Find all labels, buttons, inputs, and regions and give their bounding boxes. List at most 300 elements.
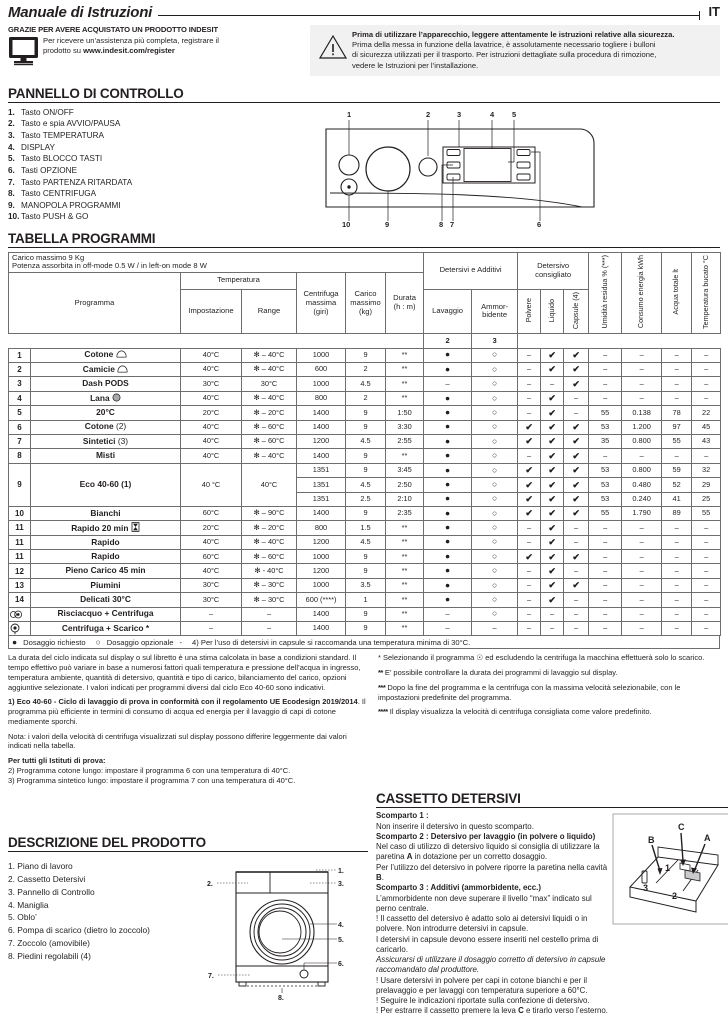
cell-ammorbidente: ○ (472, 434, 518, 448)
cp-item-6-number: 6. (8, 165, 15, 175)
cell-liquido: – (541, 377, 564, 391)
cell-liquido: – (541, 607, 564, 621)
table-row (9, 406, 721, 420)
note-eco-bold: 1) Eco 40-60 - Ciclo di lavaggio di prova in conformità con il regolamento UE Ecodesign 2019/2014 (8, 697, 358, 707)
note-asterisk-2 (378, 668, 720, 678)
cell-capsule: ✔ (564, 578, 589, 592)
cell-centrifuga: 600 (297, 362, 346, 376)
cell-lavaggio: – (424, 377, 472, 391)
cell-umidita: – (589, 377, 622, 391)
drawer-bullet-5-post: e tirarlo verso l’esterno. (523, 1006, 608, 1016)
cell-durata: ** (386, 535, 424, 549)
cell-carico: 9 (346, 607, 386, 621)
cell-ammorbidente: ○ (472, 463, 518, 477)
cell-lavaggio: ● (424, 578, 472, 592)
cell-temperatura: 45 (692, 420, 721, 434)
cell-carico: 2 (346, 391, 386, 405)
cell-impostazione: 30°C (181, 377, 242, 391)
cp-item-1-number: 1. (8, 107, 15, 117)
cell-centrifuga: 1400 (297, 607, 346, 621)
cell-impostazione: 40°C (181, 348, 242, 362)
cell-liquido: ✔ (541, 578, 564, 592)
cp-callout-2: 2 (426, 109, 431, 119)
legend-optional: Dosaggio opzionale (106, 637, 174, 647)
cell-centrifuga: 1351 (297, 492, 346, 506)
cell-consumo: 0.240 (622, 492, 662, 506)
cell-polvere: – (518, 607, 541, 621)
cp-item-5 (8, 153, 308, 165)
spin-drain-inline-icon: ☉ (476, 653, 484, 663)
program-table-section-title: TABELLA PROGRAMMI (8, 231, 720, 248)
cp-item-2 (8, 118, 308, 130)
cell-ammorbidente: ○ (472, 449, 518, 463)
cell-carico: 4.5 (346, 535, 386, 549)
cp-item-2-number: 2. (8, 119, 15, 129)
cell-liquido: ✔ (541, 521, 564, 535)
cell-capsule: ✔ (564, 463, 589, 477)
th-temperatura: Temperatura (181, 273, 297, 289)
header-body (8, 25, 720, 76)
note-3-text: Dopo la fine del programma e la centrifuga con la massima velocità selezionabile, con le impostazioni predefinite del programma. (378, 682, 681, 702)
cell-carico: 3.5 (346, 578, 386, 592)
cell-acqua: – (662, 607, 692, 621)
cell-acqua: – (662, 564, 692, 578)
cell-acqua: – (662, 348, 692, 362)
cell-liquido: ✔ (541, 478, 564, 492)
cell-consumo: – (622, 564, 662, 578)
cell-centrifuga: 600 (****) (297, 593, 346, 607)
cell-temperatura: – (692, 348, 721, 362)
warning-heading: Prima di utilizzare l’apparecchio, leggere attentamente le istruzioni relative alla sicurezza. (352, 30, 675, 39)
cell-polvere: – (518, 622, 541, 636)
washer-callout-1: 1. (338, 868, 344, 876)
cell-capsule: – (564, 406, 589, 420)
drawer-bullet-3: ! Usare detersivi in polvere per capi in cotone bianchi e per il prelavaggio e per lavaggi con temperatura superiore a 60°C. (376, 975, 588, 995)
cell-centrifuga: 1200 (297, 564, 346, 578)
cell-program-number: 8 (9, 449, 31, 463)
cell-centrifuga: 1400 (297, 449, 346, 463)
cell-consumo: 0.800 (622, 434, 662, 448)
register-url: www.indesit.com/register (83, 46, 175, 56)
th-capsule-label: Capsule (4) (570, 291, 580, 329)
cell-capsule: – (564, 622, 589, 636)
legend-empty-circle: ○ (95, 637, 101, 648)
washer-callout-6: 6. (338, 961, 344, 969)
compartment-3-text: L’ammorbidente non deve superare il livello “max” indicato sul perno centrale. (376, 893, 592, 913)
cell-durata: 3:45 (386, 463, 424, 477)
drawer-section-title: CASSETTO DETERSIVI (376, 791, 728, 808)
cell-consumo: 0.800 (622, 463, 662, 477)
cell-program-number: 11 (9, 521, 31, 535)
cp-callout-8: 8 (439, 219, 444, 227)
cell-temperatura: – (692, 535, 721, 549)
cp-callout-3: 3 (457, 109, 462, 119)
th-centrifuga (297, 273, 346, 334)
table-subheader-numbers (9, 334, 721, 348)
cell-consumo: – (622, 449, 662, 463)
th-ammorbidente-l1: Ammor- (481, 301, 509, 311)
cell-program-number (9, 622, 31, 636)
page-title: Manuale di Istruzioni (8, 4, 153, 21)
cell-impostazione: 40°C (181, 434, 242, 448)
cell-lavaggio: ● (424, 593, 472, 607)
table-row (9, 622, 721, 636)
cell-range: ✻ – 40°C (242, 348, 297, 362)
cell-range: ✻ – 30°C (242, 593, 297, 607)
note-2-mark: ** (378, 668, 383, 678)
cell-ammorbidente: ○ (472, 593, 518, 607)
table-row (9, 377, 721, 391)
cell-carico: 9 (346, 348, 386, 362)
cell-temperatura: 55 (692, 506, 721, 520)
cell-capsule: ✔ (564, 348, 589, 362)
monitor-icon (8, 36, 39, 66)
note-3-mark: *** (378, 682, 386, 692)
cell-program-number: 13 (9, 578, 31, 592)
cell-polvere: – (518, 521, 541, 535)
cell-range: ✻ – 40°C (242, 362, 297, 376)
cp-item-9-number: 9. (8, 200, 15, 210)
cell-umidita: – (589, 622, 622, 636)
th-consumo-label: Consumo energia kWh (636, 255, 646, 329)
product-parts-list (8, 860, 198, 1006)
cell-liquido: ✔ (541, 391, 564, 405)
cell-program-name: Lana (31, 391, 181, 405)
washer-callout-8: 8. (278, 995, 284, 1003)
table-row (9, 564, 721, 578)
product-item-8: 8. Piedini regolabili (4) (8, 950, 91, 961)
cell-consumo: – (622, 521, 662, 535)
cell-polvere: ✔ (518, 550, 541, 564)
cell-durata: ** (386, 607, 424, 621)
table-row (9, 434, 721, 448)
table-row (9, 578, 721, 592)
cell-umidita: – (589, 449, 622, 463)
drawer-bullet-2-italic: Assicurarsi di utilizzare il dosaggio corretto di detersivo in capsule raccomandato dal produttore. (376, 955, 606, 975)
cell-capsule: ✔ (564, 420, 589, 434)
note-asterisk-4 (378, 707, 720, 717)
cell-range: ✻ – 30°C (242, 578, 297, 592)
cell-polvere: – (518, 348, 541, 362)
cell-carico: 9 (346, 506, 386, 520)
cell-umidita: 53 (589, 478, 622, 492)
warning-triangle-icon (314, 30, 352, 60)
cell-umidita: – (589, 607, 622, 621)
compartment-1-text: Non inserire il detersivo in questo scomparto. (376, 821, 534, 831)
cell-polvere: ✔ (518, 463, 541, 477)
th-range: Range (242, 289, 297, 334)
cell-range: ✻ – 40°C (242, 535, 297, 549)
cell-range: ✻ – 40°C (242, 449, 297, 463)
control-panel-section-title: PANNELLO DI CONTROLLO (8, 86, 720, 103)
cp-item-3 (8, 130, 308, 142)
cell-acqua: – (662, 593, 692, 607)
product-item-3: 3. Pannello di Controllo (8, 886, 95, 897)
cell-impostazione: 40°C (181, 362, 242, 376)
cell-umidita: – (589, 391, 622, 405)
note-2-text: E’ possibile controllare la durata dei programmi di lavaggio sul display. (382, 668, 618, 678)
detergent-drawer-section (376, 791, 728, 1016)
cell-consumo: – (622, 578, 662, 592)
cell-capsule: ✔ (564, 492, 589, 506)
cell-impostazione: 40°C (181, 420, 242, 434)
registration-promo (8, 25, 300, 76)
cell-capsule: – (564, 521, 589, 535)
cell-acqua: – (662, 622, 692, 636)
cell-lavaggio: ● (424, 463, 472, 477)
cell-program-name: Delicati 30°C (31, 593, 181, 607)
cell-acqua: – (662, 377, 692, 391)
cp-item-1-label: Tasto ON/OFF (21, 107, 74, 117)
cell-liquido: ✔ (541, 564, 564, 578)
cell-capsule: ✔ (564, 550, 589, 564)
cell-temperatura: – (692, 377, 721, 391)
cell-ammorbidente: ○ (472, 521, 518, 535)
cell-acqua: – (662, 449, 692, 463)
cell-capsule: ✔ (564, 362, 589, 376)
cell-capsule: ✔ (564, 506, 589, 520)
compartment-2-text-3: Per l’utilizzo del detersivo in polvere riporre la paretina nella cavità (376, 862, 608, 872)
drawer-label-a: A (704, 833, 711, 844)
notes-left-column (8, 653, 378, 785)
th-centrifuga-l1: Centrifuga (303, 289, 339, 299)
cell-liquido: ✔ (541, 463, 564, 477)
cell-acqua: 59 (662, 463, 692, 477)
cell-range: ✻ – 90°C (242, 506, 297, 520)
cell-durata: 2:35 (386, 506, 424, 520)
drawer-compartment-1: 1 (665, 863, 671, 874)
cell-lavaggio: ● (424, 521, 472, 535)
cell-capsule: – (564, 564, 589, 578)
bottom-area (8, 791, 720, 1016)
cell-program-number: 12 (9, 564, 31, 578)
table-legend (8, 636, 720, 649)
cell-impostazione: 60°C (181, 506, 242, 520)
table-row (9, 348, 721, 362)
cell-ammorbidente: ○ (472, 492, 518, 506)
cell-umidita: – (589, 521, 622, 535)
cell-lavaggio: ● (424, 391, 472, 405)
cell-program-name: Camicie (31, 362, 181, 376)
cell-polvere: ✔ (518, 420, 541, 434)
language-code: IT (708, 4, 720, 19)
cell-ammorbidente: ○ (472, 377, 518, 391)
cell-durata: ** (386, 348, 424, 362)
cell-centrifuga: 1400 (297, 622, 346, 636)
drawer-bullet-4: ! Seguire le indicazioni riportate sulla confezione di detersivo. (376, 996, 590, 1006)
washer-diagram (198, 856, 368, 1006)
compartment-2-text-4: . (381, 873, 384, 882)
cell-acqua: 52 (662, 478, 692, 492)
th-durata-l1: Durata (393, 293, 416, 303)
cell-acqua: 89 (662, 506, 692, 520)
table-row (9, 550, 721, 564)
cell-umidita: – (589, 578, 622, 592)
th-durata-l2: (h : m) (393, 302, 416, 312)
th-umidita (589, 252, 622, 334)
cell-range: ✻ – 60°C (242, 420, 297, 434)
drawer-label-c: C (678, 822, 685, 833)
warning-line-1: Prima della messa in funzione della lavatrice, è assolutamente necessario togliere i bulloni (352, 40, 656, 50)
washer-callout-3: 3. (338, 881, 344, 889)
cell-durata: 2:55 (386, 434, 424, 448)
cell-ammorbidente: ○ (472, 362, 518, 376)
cell-program-name: Dash PODS (31, 377, 181, 391)
warning-text (352, 30, 674, 71)
header-rule (158, 15, 699, 16)
cell-program-name: Cotone (31, 348, 181, 362)
cp-callout-9: 9 (385, 219, 390, 227)
cell-consumo: – (622, 362, 662, 376)
cell-carico: 9 (346, 622, 386, 636)
cp-callout-1: 1 (347, 109, 352, 119)
cell-program-number (9, 607, 31, 621)
cell-centrifuga: 1400 (297, 420, 346, 434)
product-item-7: 7. Zoccolo (amovibile) (8, 938, 90, 948)
cell-liquido: ✔ (541, 420, 564, 434)
product-section-title: DESCRIZIONE DEL PRODOTTO (8, 835, 368, 852)
cell-carico: 4.5 (346, 434, 386, 448)
warning-line-2: di sicurezza utilizzati per il trasporto. Per istruzioni dettagliate sulla procedura di rimozione, (352, 50, 657, 60)
th-consumo (622, 252, 662, 334)
cell-durata: ** (386, 377, 424, 391)
cell-range: 40°C (242, 463, 297, 506)
th-impostazione: Impostazione (181, 289, 242, 334)
cell-umidita: – (589, 362, 622, 376)
cell-lavaggio: ● (424, 449, 472, 463)
cell-consumo: – (622, 593, 662, 607)
cell-carico: 4.5 (346, 377, 386, 391)
th-temp-bucato-label: Temperatura bucato °C (700, 254, 710, 329)
cell-durata: ** (386, 521, 424, 535)
cp-item-5-number: 5. (8, 154, 15, 164)
program-table (8, 252, 721, 637)
paretina-a-label: A (406, 852, 413, 862)
cell-lavaggio: ● (424, 434, 472, 448)
cell-program-number: 4 (9, 391, 31, 405)
drawer-bullet-2: I detersivi in capsule devono essere inseriti nel cestello prima di caricarlo. (376, 934, 599, 954)
cell-impostazione: 30°C (181, 578, 242, 592)
cell-polvere: – (518, 362, 541, 376)
cell-acqua: 55 (662, 434, 692, 448)
cell-impostazione: 30°C (181, 593, 242, 607)
note-4-text: Il display visualizza la velocità di centrifuga consigliata come valore predefinito. (387, 707, 652, 717)
table-load-info (9, 252, 424, 272)
table-row-eco (9, 463, 721, 477)
cell-ammorbidente: ○ (472, 564, 518, 578)
table-row (9, 506, 721, 520)
cell-ammorbidente: ○ (472, 348, 518, 362)
cell-centrifuga: 800 (297, 521, 346, 535)
cell-umidita: 55 (589, 506, 622, 520)
compartment-1-title: Scomparto 1 : (376, 811, 429, 821)
cell-program-name: Centrifuga + Scarico * (31, 622, 181, 636)
cell-liquido: ✔ (541, 406, 564, 420)
cp-item-4 (8, 142, 308, 154)
cell-program-name: Piumini (31, 578, 181, 592)
cell-ammorbidente: ○ (472, 506, 518, 520)
cell-polvere: – (518, 535, 541, 549)
promo-title: GRAZIE PER AVERE ACQUISTATO UN PRODOTTO INDESIT (8, 25, 219, 34)
table-info-line-2: Potenza assorbita in off-mode 0.5 W / in left-on mode 8 W (12, 261, 207, 271)
cell-program-number: 2 (9, 362, 31, 376)
cell-carico: 9 (346, 463, 386, 477)
cell-centrifuga: 1000 (297, 348, 346, 362)
cell-temperatura: 32 (692, 463, 721, 477)
cp-item-9 (8, 200, 308, 212)
cell-polvere: – (518, 564, 541, 578)
cell-program-name: Eco 40-60 (1) (31, 463, 181, 506)
cell-temperatura: – (692, 578, 721, 592)
cell-centrifuga: 800 (297, 391, 346, 405)
cell-liquido: ✔ (541, 434, 564, 448)
drawer-bullet-5-pre: ! Per estrarre il cassetto premere la leva (376, 1006, 519, 1016)
cell-capsule: ✔ (564, 377, 589, 391)
cell-program-name: Risciacquo + Centrifuga (31, 607, 181, 621)
cell-acqua: – (662, 391, 692, 405)
cell-umidita: – (589, 348, 622, 362)
cell-temperatura: – (692, 362, 721, 376)
cp-item-8 (8, 188, 308, 200)
th-col-2: 2 (424, 334, 472, 348)
cell-lavaggio: ● (424, 535, 472, 549)
cp-item-8-number: 8. (8, 189, 15, 199)
washer-callout-7: 7. (208, 973, 214, 981)
cell-program-number: 6 (9, 420, 31, 434)
cell-program-number: 1 (9, 348, 31, 362)
cell-lavaggio: ● (424, 506, 472, 520)
cell-umidita: 53 (589, 492, 622, 506)
cell-lavaggio: ● (424, 550, 472, 564)
cell-range: ✻ - 40°C (242, 564, 297, 578)
cell-program-number: 7 (9, 434, 31, 448)
cell-polvere: – (518, 377, 541, 391)
cell-program-name: Rapido 20 min (31, 521, 181, 535)
cell-consumo: 0.138 (622, 406, 662, 420)
cell-program-number: 11 (9, 535, 31, 549)
product-item-1: 1. Piano di lavoro (8, 861, 73, 872)
cell-umidita: 55 (589, 406, 622, 420)
cell-liquido: ✔ (541, 535, 564, 549)
compartment-2-text-1: Nel caso di utilizzo di detersivo liquido si consiglia di utilizzare la paretina (376, 842, 600, 862)
product-description-section (8, 791, 376, 1006)
cp-item-4-number: 4. (8, 142, 15, 152)
cell-range: ✻ – 20°C (242, 406, 297, 420)
note-1-post: ed escludendo la centrifuga la macchina effettuerà solo lo scarico. (483, 653, 705, 663)
drawer-label-b: B (648, 835, 655, 846)
cell-consumo: – (622, 535, 662, 549)
washer-callout-4: 4. (338, 922, 344, 930)
cp-item-3-label: Tasto TEMPERATURA (21, 130, 104, 140)
cell-program-name: Rapido (31, 550, 181, 564)
cell-polvere: – (518, 449, 541, 463)
table-row (9, 420, 721, 434)
cell-durata: ** (386, 593, 424, 607)
cell-lavaggio: ● (424, 406, 472, 420)
cell-carico: 9 (346, 406, 386, 420)
cell-centrifuga: 1000 (297, 550, 346, 564)
th-polvere-label: Polvere (523, 297, 533, 323)
compartment-2-text-2: in dotazione per un corretto dosaggio. (412, 852, 548, 862)
table-info-line-1: Carico massimo 9 Kg (12, 252, 85, 262)
cell-ammorbidente: ○ (472, 535, 518, 549)
cell-carico: 9 (346, 420, 386, 434)
cell-capsule: ✔ (564, 449, 589, 463)
cell-lavaggio: ● (424, 564, 472, 578)
cp-item-3-number: 3. (8, 130, 15, 140)
cell-centrifuga: 1400 (297, 506, 346, 520)
product-item-5: 5. Oblo’ (8, 912, 37, 923)
